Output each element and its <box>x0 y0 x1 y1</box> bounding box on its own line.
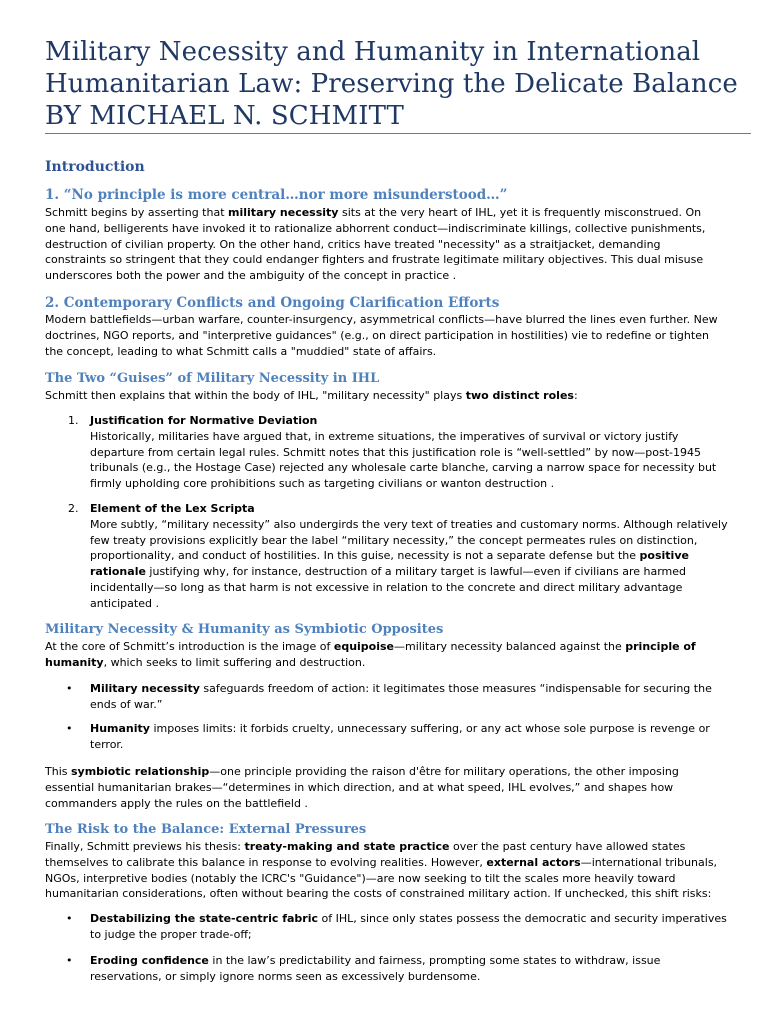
bullet-icon: • <box>66 912 73 925</box>
list-item: Eroding confidence in the law’s predictability and fairness, prompting some states to withdraw, issue reservations, or simply ignore norms seen as excessively burdensome. <box>90 954 661 983</box>
list-number: 1. <box>68 414 79 427</box>
bullet-icon: • <box>66 722 73 735</box>
list-item-title: Justification for Normative Deviation <box>90 414 318 427</box>
section-3-heading: The Two “Guises” of Military Necessity in IHL <box>45 371 380 386</box>
list-item: Military necessity safeguards freedom of action: it legitimates those measures “indispensable for securing the ends of war.” <box>90 682 712 711</box>
bullet-icon: • <box>66 682 73 695</box>
list-item-title: Element of the Lex Scripta <box>90 502 255 515</box>
section-4-paragraph: At the core of Schmitt’s introduction is the image of equipoise—military necessity balanced against the principle of humanity, which seeks to limit suffering and destruction. <box>45 640 696 669</box>
list-item-body: More subtly, “military necessity” also undergirds the very text of treaties and customary norms. Although relatively few treaty provisions explicitly bear the label “military necessity,” the concept permeates rules on distinction, proportionality, and conduct of hostilities. In this guise, necessity is not a separate defense but the positive rationale justifying why, for instance, destruction of a military target is lawful—even if civilians are harmed incidentally—so long as that harm is not excessive in relation to the concrete and direct military advantage anticipated . <box>90 517 728 610</box>
section-3-intro: Schmitt then explains that within the body of IHL, "military necessity" plays two distinct roles: <box>45 389 578 402</box>
section-1-heading: 1. “No principle is more central…nor more misunderstood…” <box>45 187 508 203</box>
introduction-heading: Introduction <box>45 159 145 175</box>
section-4-heading: Military Necessity & Humanity as Symbiotic Opposites <box>45 622 444 637</box>
list-number: 2. <box>68 502 79 515</box>
list-item: Humanity imposes limits: it forbids cruelty, unnecessary suffering, or any act whose sole purpose is revenge or terror. <box>90 722 710 751</box>
section-2-heading: 2. Contemporary Conflicts and Ongoing Clarification Efforts <box>45 295 500 311</box>
section-2-paragraph: Modern battlefields—urban warfare, counter-insurgency, asymmetrical conflicts—have blurred the lines even further. New doctrines, NGO reports, and "interpretive guidances" (e.g., on direct participation in hostilities) vie to redefine or tighten the concept, leading to what Schmitt calls a "muddied" state of affairs. <box>45 313 718 358</box>
document-title: Military Necessity and Humanity in International Humanitarian Law: Preserving the Delicate Balance BY MICHAEL N. SCHMITT <box>45 37 738 131</box>
section-1-paragraph: Schmitt begins by asserting that military necessity sits at the very heart of IHL, yet it is frequently misconstrued. On one hand, belligerents have invoked it to rationalize abhorrent conduct—indiscriminate killings, collective punishments, destruction of civilian property. On the other hand, critics have treated "necessity" as a straitjacket, demanding constraints so stringent that they could endanger fighters and frustrate legitimate military objectives. This dual misuse underscores both the power and the ambiguity of the concept in practice . <box>45 206 706 283</box>
section-5-heading: The Risk to the Balance: External Pressures <box>45 822 367 837</box>
section-4-paragraph-2: This symbiotic relationship—one principle providing the raison d'être for military operations, the other imposing essential humanitarian brakes—“determines in which direction, and at what speed, IHL evolves,” and shapes how commanders apply the rules on the battlefield . <box>45 765 679 810</box>
list-item-body: Historically, militaries have argued that, in extreme situations, the imperatives of survival or victory justify departure from certain legal rules. Schmitt notes that this justification role is “well-settled” by now—post-1945 tribunals (e.g., the Hostage Case) rejected any wholesale carte blanche, carving a narrow space for necessity but firmly upholding core prohibitions such as targeting civilians or wanton destruction . <box>90 429 717 491</box>
section-5-paragraph: Finally, Schmitt previews his thesis: treaty-making and state practice over the past century have allowed states themselves to calibrate this balance in response to evolving realities. However, external actors—international tribunals, NGOs, interpretive bodies (notably the ICRC's "Guidance")—are now seeking to tilt the scales more heavily toward humanitarian considerations, often without bearing the costs of constrained military action. If unchecked, this shift risks: <box>45 840 718 901</box>
title-underline <box>45 133 751 134</box>
list-item: Destabilizing the state-centric fabric of IHL, since only states possess the democratic and security imperatives to judge the proper trade-off; <box>90 912 727 941</box>
bullet-icon: • <box>66 954 73 967</box>
